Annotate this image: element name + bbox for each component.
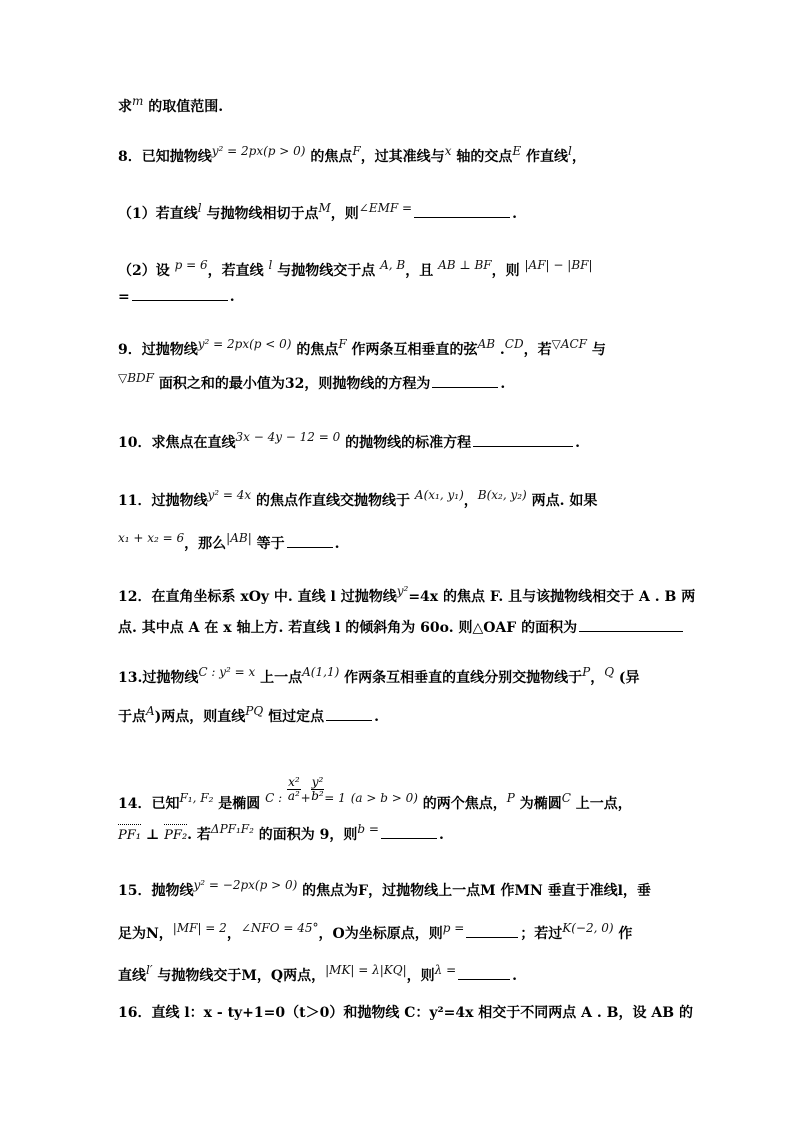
text: . xyxy=(512,968,518,984)
math-l: l xyxy=(197,201,202,215)
math-M: M xyxy=(318,201,331,215)
math-condition: (a > b > 0) xyxy=(350,791,418,805)
math-line-eq: 3x − 4y − 12 = 0 xyxy=(235,430,341,444)
math-MF: |MF| = 2 xyxy=(172,921,227,935)
problem-10 xyxy=(118,430,678,451)
text: ，则 xyxy=(406,968,435,984)
text: . xyxy=(374,709,379,725)
answer-blank[interactable] xyxy=(381,837,437,839)
text: 15．抛物线 xyxy=(118,883,194,899)
math-MK: |MK| = λ|KQ| xyxy=(325,963,407,977)
math-AB: A, B xyxy=(380,258,406,272)
problem-16-line-1 xyxy=(118,1005,693,1021)
text: 作 xyxy=(613,926,633,942)
text: 10．求焦点在直线 xyxy=(118,435,236,451)
math-F: F xyxy=(338,337,347,351)
math-P: P xyxy=(582,665,591,679)
problem-13-line-2 xyxy=(118,704,678,725)
math-parabola: y² = 4x xyxy=(207,488,252,502)
text: 的焦点 xyxy=(291,342,339,358)
math-PQ: PQ xyxy=(245,704,264,718)
problem-11-line-1 xyxy=(118,488,678,509)
problem-14-line-2 xyxy=(118,822,678,843)
text: . xyxy=(229,289,235,305)
numerator: y² xyxy=(311,775,324,789)
problem-13-line-1 xyxy=(118,665,678,686)
math-angle-EMF: ∠EMF = xyxy=(358,201,413,215)
math-x: x xyxy=(444,144,452,158)
text: 与 xyxy=(587,342,606,358)
problem-12-line-1 xyxy=(118,584,696,605)
text: 14．已知 xyxy=(118,796,180,812)
text: 两点. 如果 xyxy=(526,493,598,509)
denominator: a² xyxy=(287,789,300,803)
math-eq: = 1 xyxy=(324,791,346,805)
text: 作两条互相垂直的弦 xyxy=(346,342,478,358)
text: （1）若直线 xyxy=(118,206,198,222)
math-l: l xyxy=(268,258,273,272)
text: 的抛物线的标准方程 xyxy=(340,435,472,451)
text: ，O为坐标原点，则 xyxy=(318,926,443,942)
denominator: b² xyxy=(311,789,324,803)
text: . xyxy=(495,342,505,358)
text: 等于 xyxy=(251,536,285,552)
text: 点. 其中点 A 在 x 轴上方. 若直线 l 的倾斜角为 60o. 则△OAF 的面积为 xyxy=(118,620,578,636)
answer-blank[interactable] xyxy=(579,630,683,632)
answer-blank[interactable] xyxy=(326,719,372,721)
problem-9-line-1 xyxy=(118,337,678,358)
text: 面积之和的最小值为32，则抛物线的方程为 xyxy=(154,376,431,392)
text: (异 xyxy=(614,670,640,686)
text: 为椭圆 xyxy=(514,796,562,812)
math-perp: AB ⊥ BF xyxy=(438,258,492,272)
problem-11-line-2 xyxy=(118,531,678,552)
text: ，且 xyxy=(405,263,439,279)
text: ， xyxy=(571,149,586,165)
math-parabola: C : y² = x xyxy=(198,665,256,679)
text: ，那么 xyxy=(184,536,227,552)
text: 16．直线 l：x - ty+1=0（t＞0）和抛物线 C：y²=4x 相交于不同两点 A . B，设 AB 的 xyxy=(118,1005,693,1021)
problem-15-line-3 xyxy=(118,963,678,984)
text: 与抛物线交于M，Q两点， xyxy=(152,968,326,984)
text: 9．过抛物线 xyxy=(118,342,198,358)
text: =4x 的焦点 F. 且与该抛物线相交于 A . B 两 xyxy=(408,589,696,605)
text: 上一点 xyxy=(255,670,303,686)
text: 足为N， xyxy=(118,926,173,942)
answer-blank[interactable] xyxy=(466,936,518,938)
text: . xyxy=(500,376,506,392)
text: 是椭圆 xyxy=(213,796,266,812)
text: 的焦点为F，过抛物线上一点M 作MN 垂直于准线l，垂 xyxy=(297,883,651,899)
math-p: p = xyxy=(442,921,465,935)
text: 12．在直角坐标系 xOy 中. 直线 l 过抛物线 xyxy=(118,589,397,605)
math-AB-abs: |AB| xyxy=(226,531,252,545)
math-P: P xyxy=(506,791,515,805)
math-C: C : xyxy=(265,791,283,805)
text: ， xyxy=(590,670,605,686)
math-C: C xyxy=(561,791,571,805)
math-CD: CD xyxy=(504,337,524,351)
text: ， xyxy=(226,926,241,942)
problem-12-line-2 xyxy=(118,621,678,635)
math-AB: AB xyxy=(477,337,496,351)
text: = xyxy=(118,289,130,305)
math-sum: x₁ + x₂ = 6 xyxy=(118,531,185,545)
math-triangle: ΔPF₁F₂ xyxy=(210,822,254,836)
text: . xyxy=(334,536,340,552)
text: ，则 xyxy=(330,206,359,222)
text: 的焦点作直线交抛物线于 xyxy=(251,493,415,509)
text: 13.过抛物线 xyxy=(118,670,199,686)
math-parabola: y² = 2px(p < 0) xyxy=(197,337,292,351)
math-l: l xyxy=(567,144,572,158)
vector-PF1: PF₁ xyxy=(118,828,141,843)
math-ACF: ▽ACF xyxy=(551,337,588,351)
math-p6: p = 6 xyxy=(174,258,208,272)
line-range-of-m xyxy=(118,94,678,115)
math-AF-BF: |AF| − |BF| xyxy=(524,258,593,272)
text: ，过其准线与 xyxy=(360,149,445,165)
text: 与抛物线交于点 xyxy=(272,263,381,279)
text: 作直线 xyxy=(521,149,568,165)
text: 上一点， xyxy=(570,796,632,812)
math-plus: + xyxy=(300,791,311,805)
text: 直线 xyxy=(118,968,146,984)
math-angle: ∠NFO = 45° xyxy=(240,921,319,935)
math-l-prime: l′ xyxy=(146,963,153,977)
math-m: m xyxy=(132,94,144,108)
math-parabola: y² = −2px(p > 0) xyxy=(193,878,298,892)
math-BDF: ▽BDF xyxy=(118,371,154,385)
math-point-A: A(1,1) xyxy=(302,665,340,679)
text: . xyxy=(438,827,444,843)
math-Q: Q xyxy=(604,665,615,679)
answer-blank[interactable] xyxy=(458,978,510,980)
text: ， xyxy=(463,493,478,509)
problem-15-line-1 xyxy=(118,878,678,899)
text: ，若直线 xyxy=(207,263,269,279)
text: 轴的交点 xyxy=(451,149,513,165)
math-b: b = xyxy=(357,822,379,836)
text: 作两条互相垂直的直线分别交抛物线于 xyxy=(339,670,583,686)
math-point-A: A(x₁, y₁) xyxy=(414,488,464,502)
answer-blank[interactable] xyxy=(287,546,333,548)
problem-9-line-2 xyxy=(118,371,678,392)
math-point-B: B(x₂, y₂) xyxy=(477,488,527,502)
math-parabola: y² = 2px(p > 0) xyxy=(211,144,306,158)
answer-blank[interactable] xyxy=(473,445,573,447)
problem-8-part-2-answer xyxy=(118,290,678,304)
math-foci: F₁, F₂ xyxy=(179,791,214,805)
math-K: K(−2, 0) xyxy=(562,921,614,935)
text: . xyxy=(575,435,581,451)
text: 的取值范围. xyxy=(143,99,224,115)
fraction-y2-b2 xyxy=(311,776,325,803)
text: 的两个焦点， xyxy=(417,796,507,812)
text: 11．过抛物线 xyxy=(118,493,208,509)
answer-blank[interactable] xyxy=(414,216,510,218)
text: . xyxy=(512,206,517,222)
text: 与抛物线相切于点 xyxy=(201,206,319,222)
text: . 若 xyxy=(187,827,211,843)
problem-8-part-2 xyxy=(118,258,678,279)
text: ，若 xyxy=(523,342,552,358)
text: )两点，则直线 xyxy=(154,709,246,725)
numerator: x² xyxy=(288,775,300,789)
text: 8．已知抛物线 xyxy=(118,149,212,165)
text: 求 xyxy=(118,99,132,115)
text: ，则 xyxy=(491,263,525,279)
math-F: F xyxy=(352,144,361,158)
problem-15-line-2 xyxy=(118,921,678,942)
vector-PF2: PF₂ xyxy=(164,828,188,843)
answer-blank[interactable] xyxy=(432,386,498,388)
fraction-x2-a2 xyxy=(287,776,301,803)
problem-8-line-1 xyxy=(118,144,678,165)
text: 于点 xyxy=(118,709,146,725)
text: ；若过 xyxy=(520,926,563,942)
problem-8-part-1 xyxy=(118,201,678,222)
text: 的面积为 9，则 xyxy=(253,827,358,843)
answer-blank[interactable] xyxy=(132,299,228,301)
text: （2）设 xyxy=(118,263,175,279)
text: 恒过定点 xyxy=(263,709,325,725)
text: 的焦点 xyxy=(305,149,353,165)
math-A: A xyxy=(146,704,155,718)
text: ⊥ xyxy=(140,827,165,843)
math-E: E xyxy=(512,144,522,158)
math-lambda: λ = xyxy=(434,963,457,977)
math-y2: y² xyxy=(396,584,409,598)
problem-14-line-1 xyxy=(118,775,678,812)
